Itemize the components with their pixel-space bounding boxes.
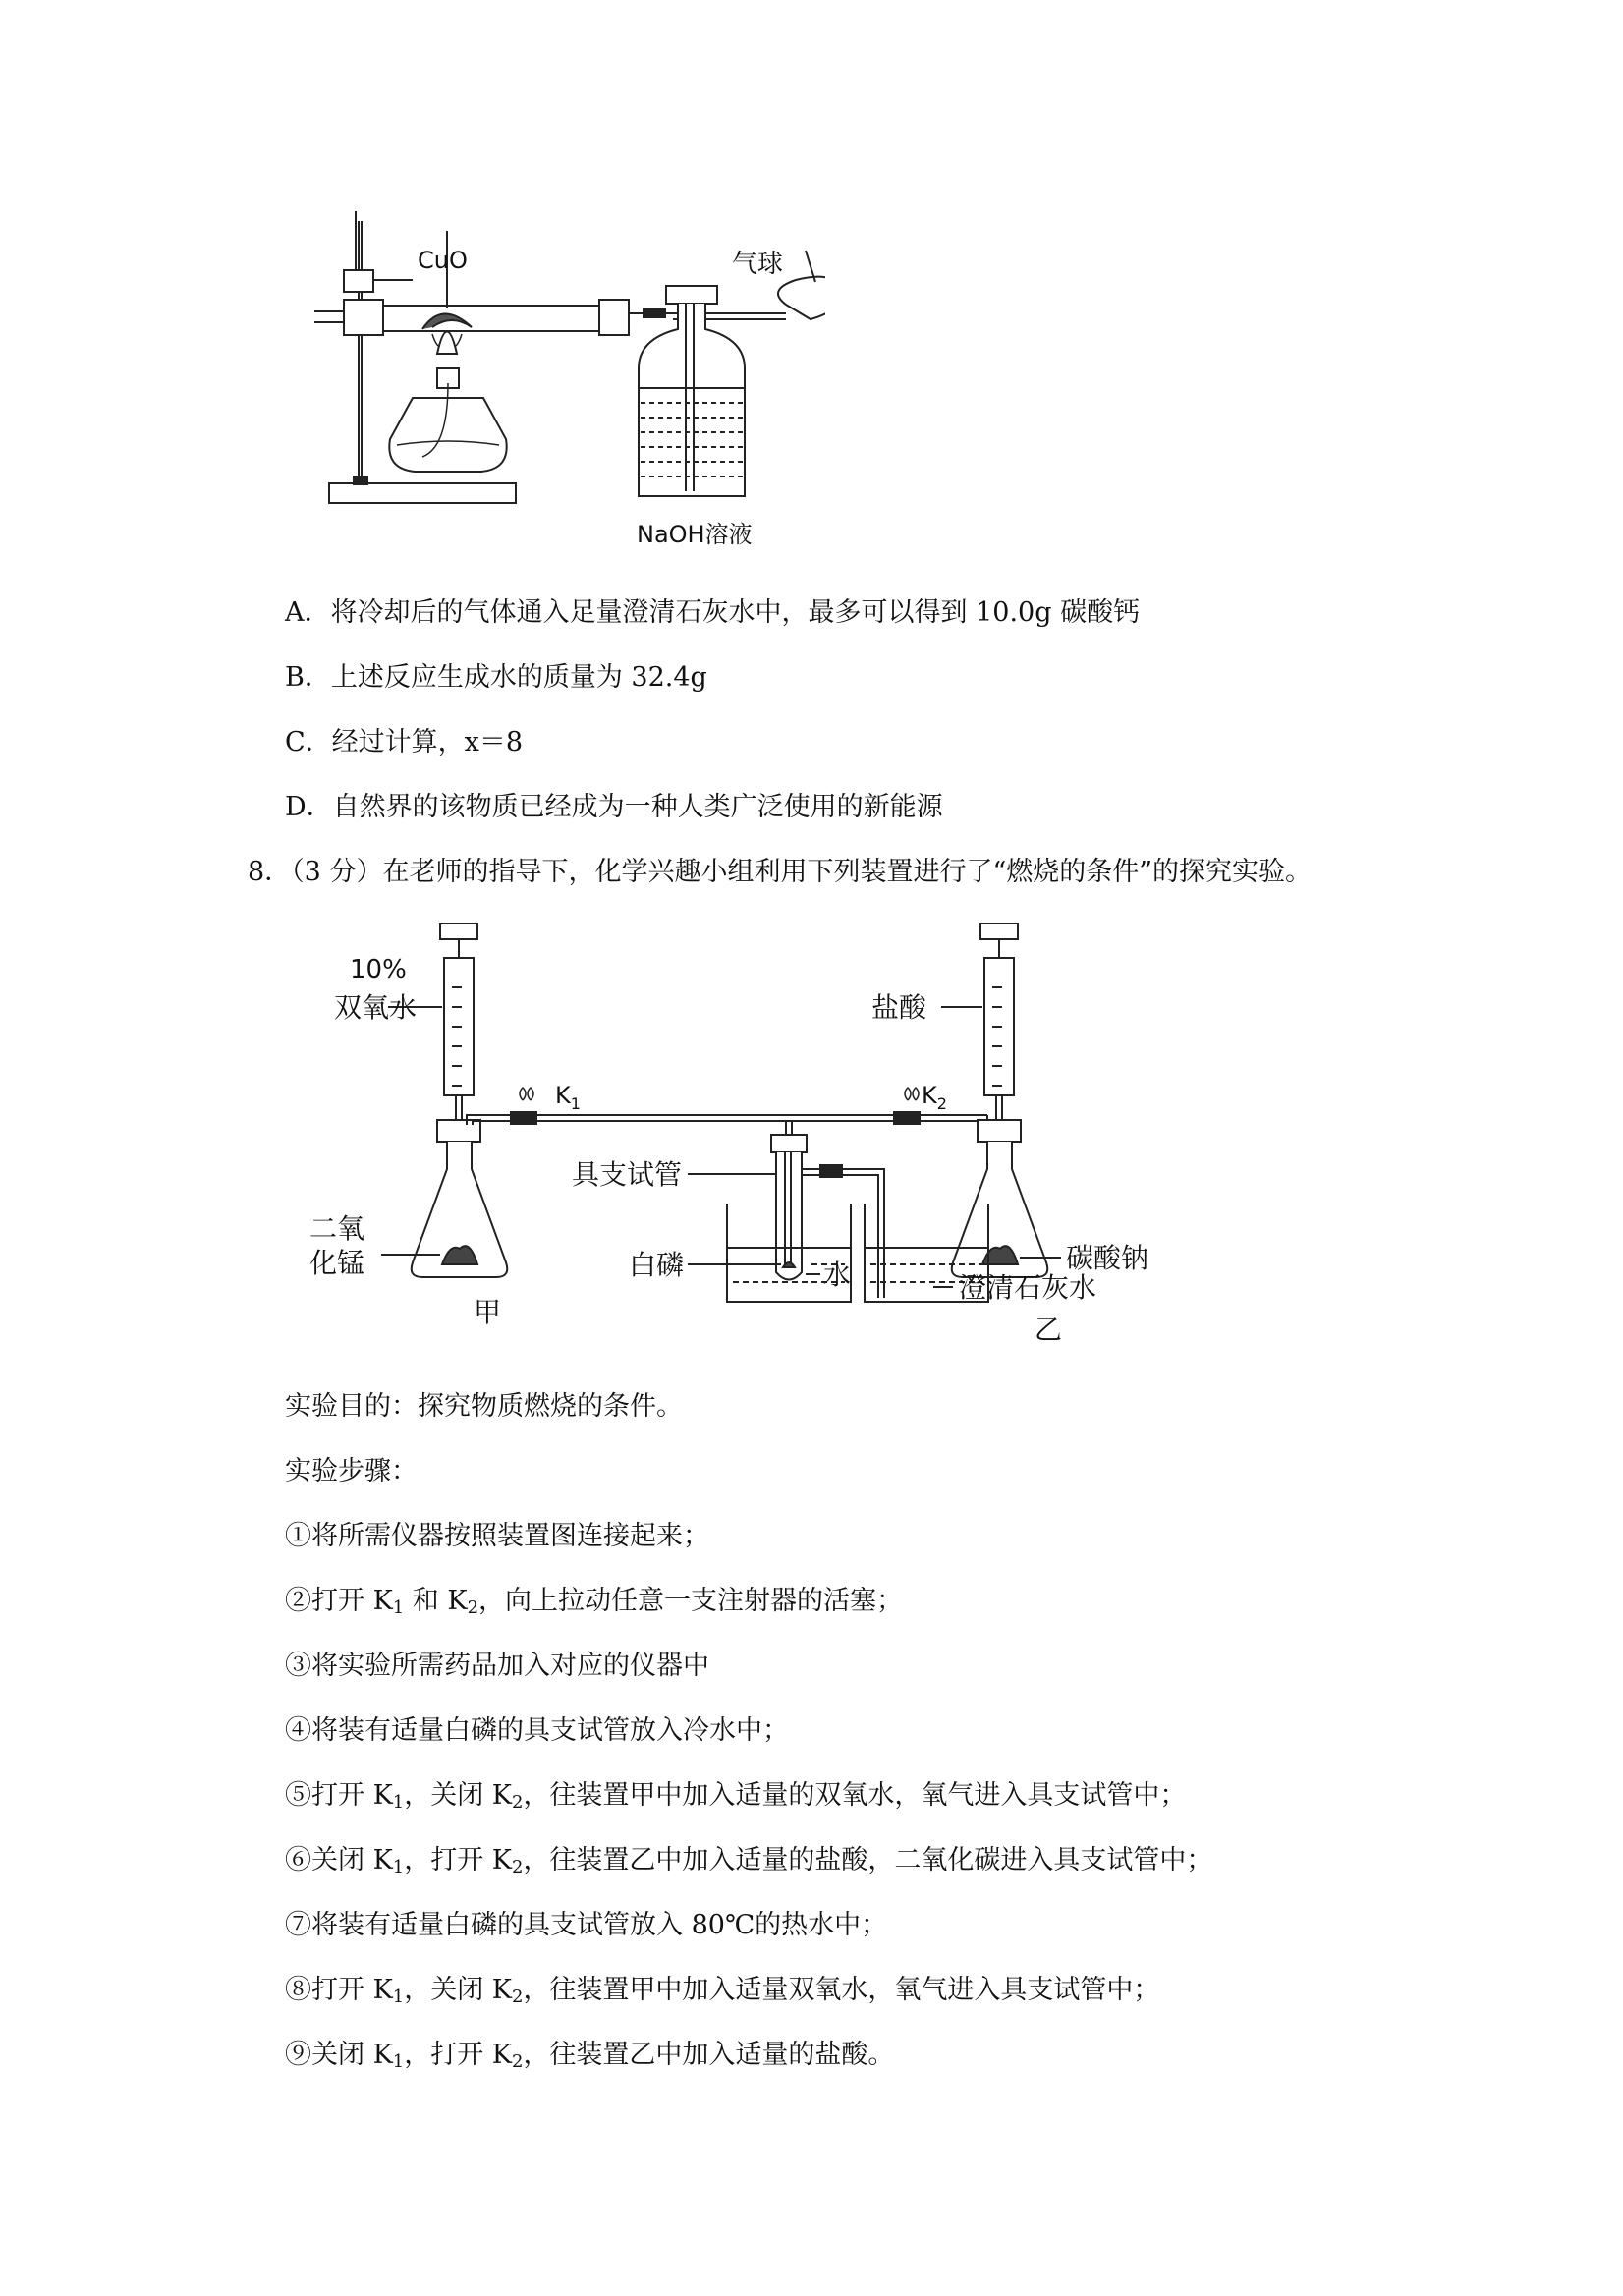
mno2-label-line1: 二氧 <box>309 1212 365 1245</box>
step-5: ⑤打开 $K_1$，关闭 $K_2$，往装置甲中加入适量的双氧水，氧气进入具支试管中； <box>285 1780 1187 1813</box>
flame <box>437 332 457 355</box>
step-number: ⑦ <box>285 1910 311 1940</box>
limewater-label: 澄清石灰水 <box>959 1271 1097 1304</box>
side-arm-connector <box>820 1165 842 1177</box>
mno2-label-line2: 化锰 <box>309 1247 365 1279</box>
step-2: ②打开 $K_1$ 和 $K_2$，向上拉动任意一支注射器的活塞； <box>285 1586 904 1618</box>
step-number: ⑤ <box>285 1780 311 1811</box>
step-number: ⑨ <box>285 2040 311 2070</box>
option-d-key: D． <box>285 792 333 822</box>
hard-glass-tube <box>383 306 599 331</box>
cuo-apparatus-drawing <box>275 211 825 555</box>
step-number: ④ <box>285 1715 311 1746</box>
step-7: ⑦将装有适量白磷的具支试管放入 80℃的热水中； <box>285 1910 888 1940</box>
combustion-apparatus-drawing <box>295 919 1277 1361</box>
option-c <box>285 723 523 762</box>
white-phosphorus-label: 白磷 <box>629 1249 685 1281</box>
stand-base <box>329 483 516 503</box>
option-b <box>285 658 707 698</box>
right-flask-stopper <box>978 1120 1021 1142</box>
k2-clamp <box>894 1112 920 1124</box>
naoh-label: NaOH溶液 <box>637 521 753 548</box>
h2o2-label: 双氧水 <box>334 991 418 1024</box>
na2co3-label: 碳酸钠 <box>1066 1242 1149 1274</box>
test-tube-stopper <box>771 1135 807 1152</box>
left-syringe-plunger <box>440 924 477 939</box>
step-number: ⑧ <box>285 1975 311 2005</box>
step-number: ② <box>285 1586 311 1616</box>
step-9: ⑨关闭 $K_1$，打开 $K_2$，往装置乙中加入适量的盐酸。 <box>285 2040 895 2072</box>
option-d <box>285 788 943 827</box>
step-1: ①将所需仪器按照装置图连接起来； <box>285 1521 709 1551</box>
step-number: ⑥ <box>285 1845 311 1876</box>
left-flask-stopper <box>437 1120 480 1142</box>
option-c-text: 经过计算，x＝8 <box>331 727 524 757</box>
option-c-key: C． <box>285 727 332 757</box>
option-a <box>285 593 1140 633</box>
right-stopper <box>599 300 629 335</box>
steps-title: 实验步骤： <box>285 1456 418 1486</box>
option-b-text: 上述反应生成水的质量为 32.4g <box>330 662 707 693</box>
yi-label: 乙 <box>1035 1314 1063 1346</box>
step-6: ⑥关闭 $K_1$，打开 $K_2$，往装置乙中加入适量的盐酸，二氧化碳进入具支试管中； <box>285 1845 1213 1877</box>
rubber-connector <box>644 309 665 317</box>
h2o2-conc-label: 10% <box>350 955 407 984</box>
k2-label: $K_2$ <box>922 1082 947 1113</box>
cuo-apparatus-figure <box>275 211 825 555</box>
right-syringe-plunger <box>980 924 1018 939</box>
option-b-key: B． <box>285 662 331 693</box>
jia-label: 甲 <box>474 1296 502 1328</box>
bottle-stopper <box>666 286 717 304</box>
water-label: 水 <box>823 1259 852 1291</box>
test-tube-label: 具支试管 <box>572 1158 683 1191</box>
option-d-text: 自然界的该物质已经成为一种人类广泛使用的新能源 <box>332 792 943 822</box>
gas-washing-bottle <box>639 304 745 496</box>
k1-label: $K_1$ <box>555 1082 581 1113</box>
step-8: ⑧打开 $K_1$，关闭 $K_2$，往装置甲中加入适量双氧水，氧气进入具支试管中； <box>285 1975 1160 2007</box>
step-3: ③将实验所需药品加入对应的仪器中 <box>285 1651 709 1681</box>
k1-clamp <box>511 1112 536 1124</box>
question-text: （3 分）在老师的指导下，化学兴趣小组利用下列装置进行了“燃烧的条件”的探究实验。 <box>291 857 1313 887</box>
left-stopper <box>344 300 383 335</box>
hcl-label: 盐酸 <box>871 991 927 1024</box>
clamp <box>344 270 373 292</box>
step-4: ④将装有适量白磷的具支试管放入冷水中； <box>285 1715 789 1746</box>
balloon-label: 气球 <box>732 250 784 279</box>
combustion-apparatus-figure <box>295 919 1277 1361</box>
question-8 <box>248 853 1312 892</box>
question-number: 8． <box>248 857 292 887</box>
branched-test-tube <box>776 1152 802 1280</box>
step-number: ③ <box>285 1651 311 1681</box>
option-a-text: 将冷却后的气体通入足量澄清石灰水中，最多可以得到 10.0g 碳酸钙 <box>330 597 1141 628</box>
cuo-label: CuO <box>418 247 468 274</box>
step-number: ① <box>285 1521 311 1551</box>
experiment-purpose: 实验目的：探究物质燃烧的条件。 <box>285 1391 683 1422</box>
alcohol-lamp <box>389 398 506 472</box>
option-a-key: A． <box>285 597 331 628</box>
